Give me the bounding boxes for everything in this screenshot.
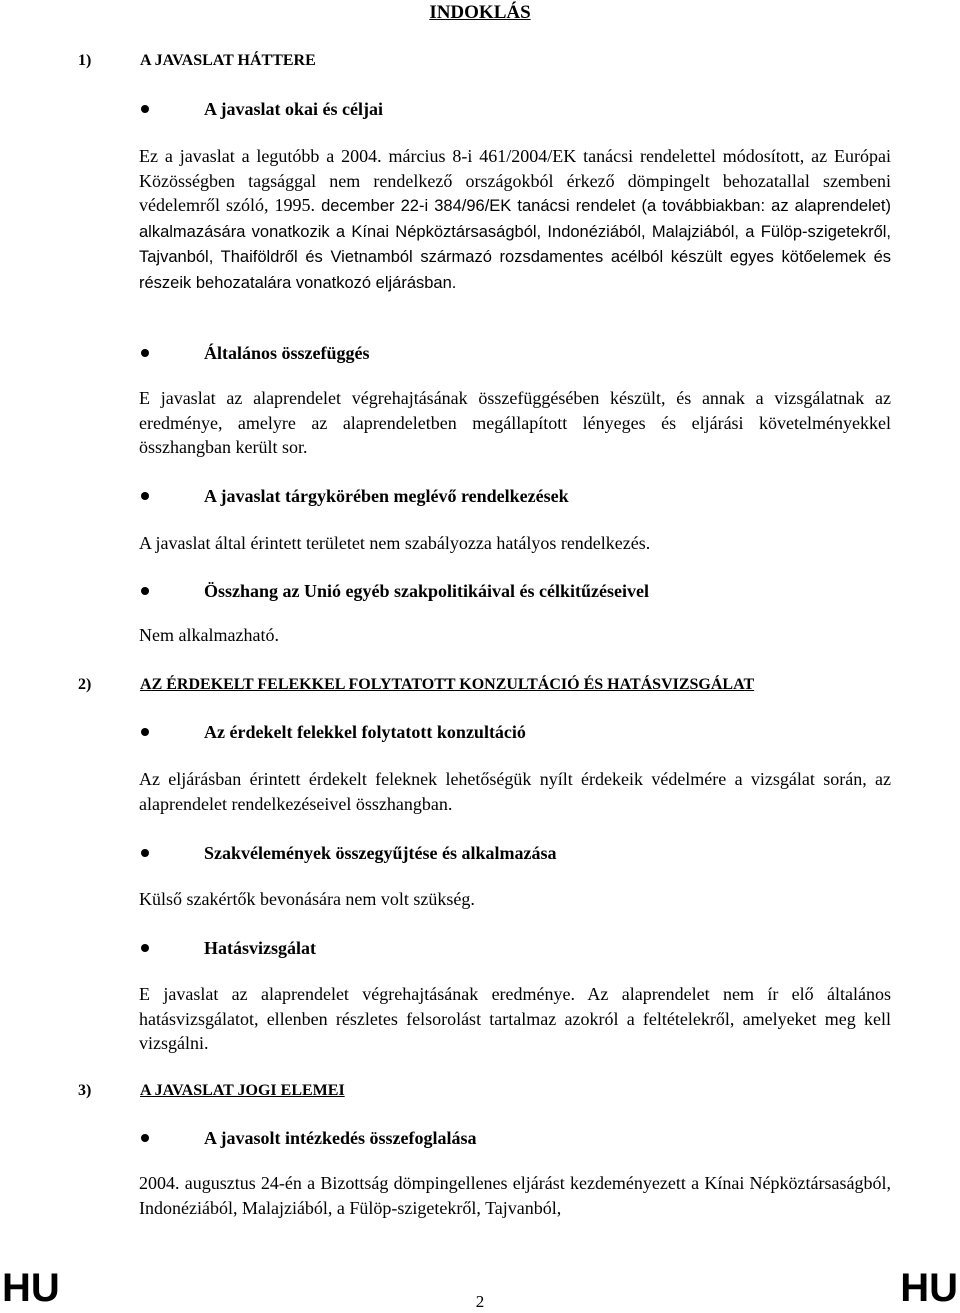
section-2-number: 2): [78, 676, 92, 693]
paragraph: A javaslat által érintett területet nem szabályozza hatályos rendelkezés.: [139, 533, 651, 553]
paragraph: E javaslat az alaprendelet végrehajtásának eredménye. Az alaprendelet nem ír elő általános hatásvizsgálatot, ellenben részletes felsorolást tartalmaz azokról a feltételekről, amelyeket meg kell vizsgálni.: [139, 984, 891, 1053]
footer-language-left: HU: [2, 1266, 60, 1310]
bullet-icon: [141, 492, 149, 500]
subsection-title: Az érdekelt felekkel folytatott konzultáció: [204, 722, 526, 742]
bullet-icon: [141, 728, 149, 736]
section-3-heading-lead: A: [140, 1082, 151, 1099]
subsection-title: Összhang az Unió egyéb szakpolitikáival és célkitűzéseivel: [204, 581, 649, 601]
bullet-icon: [141, 105, 149, 113]
section-2-heading-lead: A: [140, 676, 152, 693]
section-1-number: 1): [78, 52, 92, 69]
page-title: INDOKLÁS: [429, 2, 531, 23]
subsection-title: A javaslat tárgykörében meglévő rendelkezések: [204, 486, 569, 506]
section-3-heading: [78, 1079, 345, 1103]
subsection-title: Általános összefüggés: [204, 343, 370, 363]
section-3-number: 3): [78, 1082, 92, 1099]
bullet-icon: [141, 849, 149, 857]
section-2-heading: [78, 673, 754, 697]
paragraph: 2004. augusztus 24-én a Bizottság dömpingellenes eljárást kezdeményezett a Kínai Népköztársaságból, Indonéziából, Malajziából, a Fülöp-szigetekről, Tajvanból,: [139, 1173, 891, 1218]
subsection-title: A javaslat okai és céljai: [204, 99, 383, 119]
bullet-icon: [141, 349, 149, 357]
page-number: 2: [475, 1292, 485, 1311]
footer-language-right: HU: [900, 1266, 958, 1310]
paragraph: [139, 144, 891, 295]
section-3-heading-text: JAVASLAT JOGI ELEMEI: [150, 1082, 345, 1099]
section-1-heading-text: JAVASLAT HÁTTERE: [150, 52, 316, 69]
bullet-icon: [141, 944, 149, 952]
subsection-title: Szakvélemények összegyűjtése és alkalmazása: [204, 843, 557, 863]
paragraph: Az eljárásban érintett érdekelt feleknek lehetőségük nyílt érdekeik védelmére a vizsgálat során, az alaprendelet rendelkezéseivel összhangban.: [139, 769, 891, 814]
paragraph-text: Ez a javaslat a legutóbb a 2004. március 8-i 461/2004/EK tanácsi rendelettel módosított, az Európai Közösségben tagsággal nem rendelkező országokból érkező dömpingelt behozatallal szembeni védelemről szóló, 1995.: [139, 146, 891, 215]
bullet-icon: [141, 1134, 149, 1142]
bullet-icon: [141, 587, 149, 595]
paragraph: E javaslat az alaprendelet végrehajtásának összefüggésében készült, és annak a vizsgálatnak az eredménye, amelyre az alaprendeletben megállapított lényeges és eljárási követelményekkel összhangban került sor.: [139, 388, 891, 457]
section-1-heading: [78, 49, 316, 73]
subsection-title: A javasolt intézkedés összefoglalása: [204, 1128, 477, 1148]
paragraph: Külső szakértők bevonására nem volt szükség.: [139, 889, 475, 909]
section-2-heading-text: Z ÉRDEKELT FELEKKEL FOLYTATOTT KONZULTÁCIÓ ÉS HATÁSVIZSGÁLAT: [151, 676, 755, 693]
section-1-heading-lead: A: [140, 52, 151, 69]
paragraph-text: december 22-i 384/96/EK tanácsi rendelet (a továbbiakban: az alaprendelet) alkalmazására vonatkozik a Kínai Népköztársaságból, Indonéziából, Malajziából, a Fülöp-szigetekről, Tajvanból, Thaiföldről és Vietnamból származó rozsdamentes acélból készült egyes kötőelemek és részeik behozatalára vonatkozó eljárásban.: [139, 197, 891, 292]
subsection-title: Hatásvizsgálat: [204, 938, 316, 958]
paragraph: Nem alkalmazható.: [139, 625, 279, 645]
